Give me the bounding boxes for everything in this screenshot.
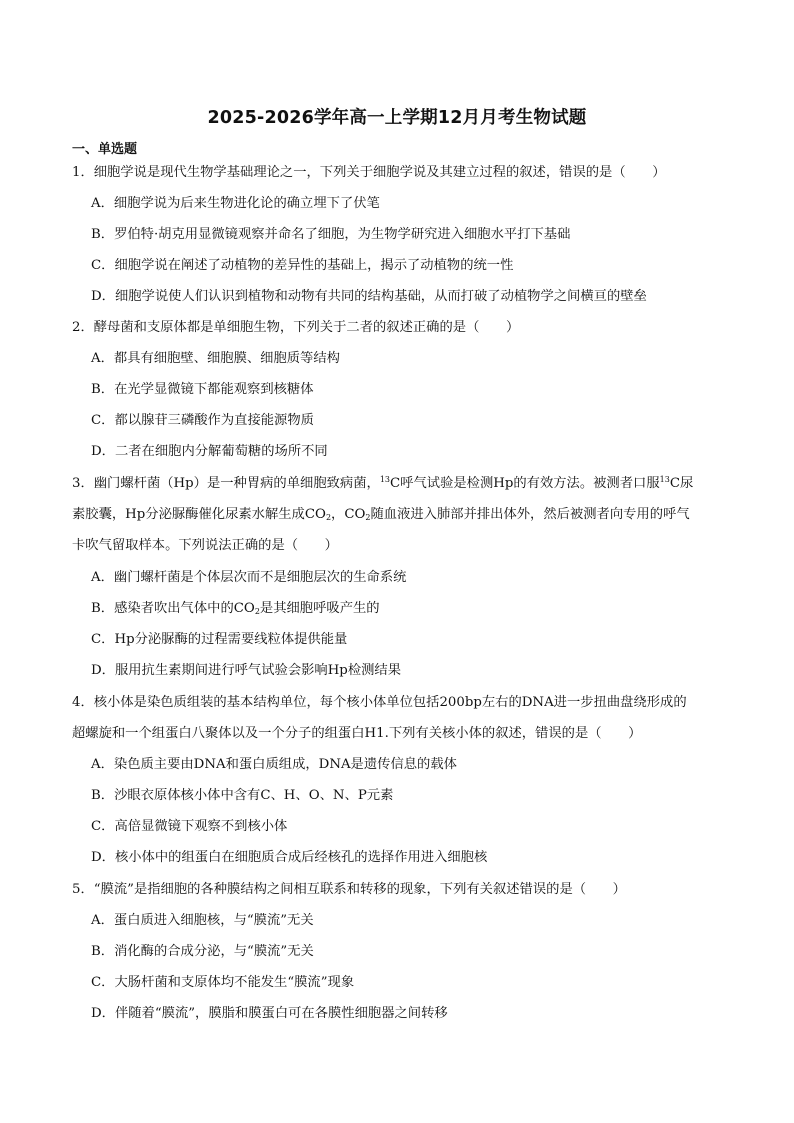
question-3-option-b: B．感染者吹出气体中的$CO_2$是其细胞呼吸产生的 <box>91 601 380 616</box>
question-2-option-c: C．都以腺苷三磷酸作为直接能源物质 <box>91 413 314 428</box>
question-1-stem: 1．细胞学说是现代生物学基础理论之一，下列关于细胞学说及其建立过程的叙述，错误的是（ ） <box>72 165 666 180</box>
question-4-stem-line-1: 4．核小体是染色质组装的基本结构单位，每个核小体单位包括200bp左右的DNA进一步扭曲盘绕形成的 <box>72 695 687 710</box>
question-4-option-b: B．沙眼衣原体核小体中含有C、H、O、N、P元素 <box>91 788 394 803</box>
question-3-stem-line-3: 卡吹气留取样本。下列说法正确的是（ ） <box>72 538 338 553</box>
question-1-option-c: C．细胞学说在阐述了动植物的差异性的基础上，揭示了动植物的统一性 <box>91 258 514 273</box>
question-2-stem: 2．酵母菌和支原体都是单细胞生物，下列关于二者的叙述正确的是（ ） <box>72 320 520 335</box>
question-3-stem-line-1: 3．幽门螺杆菌（Hp）是一种胃病的单细胞致病菌，$^{13}$C呼气试验是检测Hp的有效方法。被测者口服$^{13}$C尿 <box>72 475 694 491</box>
question-1-option-b: B．罗伯特·胡克用显微镜观察并命名了细胞，为生物学研究进入细胞水平打下基础 <box>91 227 571 242</box>
question-5-option-a: A．蛋白质进入细胞核，与“膜流”无关 <box>91 913 314 928</box>
question-1-option-d: D．细胞学说使人们认识到植物和动物有共同的结构基础，从而打破了动植物学之间横亘的壁垒 <box>91 289 647 304</box>
question-3-stem-line-2: 素胶囊，Hp分泌脲酶催化尿素水解生成$CO_2$，$CO_2$随血液进入肺部并排出体外，然后被测者向专用的呼气 <box>72 507 690 522</box>
question-4-option-d: D．核小体中的组蛋白在细胞质合成后经核孔的选择作用进入细胞核 <box>91 850 488 865</box>
question-5-stem: 5．“膜流”是指细胞的各种膜结构之间相互联系和转移的现象，下列有关叙述错误的是（ ） <box>72 882 626 897</box>
question-2-option-a: A．都具有细胞壁、细胞膜、细胞质等结构 <box>91 351 340 366</box>
question-4-option-c: C．高倍显微镜下观察不到核小体 <box>91 819 288 834</box>
page-title: 2025-2026学年高一上学期12月月考生物试题 <box>207 108 587 128</box>
section-heading: 一、单选题 <box>72 142 138 157</box>
question-5-option-b: B．消化酶的合成分泌，与“膜流”无关 <box>91 944 314 959</box>
question-5-option-d: D．伴随着“膜流”，膜脂和膜蛋白可在各膜性细胞器之间转移 <box>91 1006 448 1021</box>
question-4-option-a: A．染色质主要由DNA和蛋白质组成，DNA是遗传信息的载体 <box>91 757 457 772</box>
question-5-option-c: C．大肠杆菌和支原体均不能发生“膜流”现象 <box>91 975 355 990</box>
question-2-option-b: B．在光学显微镜下都能观察到核糖体 <box>91 382 314 397</box>
question-3-option-a: A．幽门螺杆菌是个体层次而不是细胞层次的生命系统 <box>91 570 407 585</box>
question-1-option-a: A．细胞学说为后来生物进化论的确立埋下了伏笔 <box>91 196 380 211</box>
question-3-option-d: D．服用抗生素期间进行呼气试验会影响Hp检测结果 <box>91 663 402 678</box>
question-3-option-c: C．Hp分泌脲酶的过程需要线粒体提供能量 <box>91 632 348 647</box>
question-2-option-d: D．二者在细胞内分解葡萄糖的场所不同 <box>91 444 328 459</box>
question-4-stem-line-2: 超螺旋和一个组蛋白八聚体以及一个分子的组蛋白H1.下列有关核小体的叙述，错误的是（ ） <box>72 726 642 741</box>
